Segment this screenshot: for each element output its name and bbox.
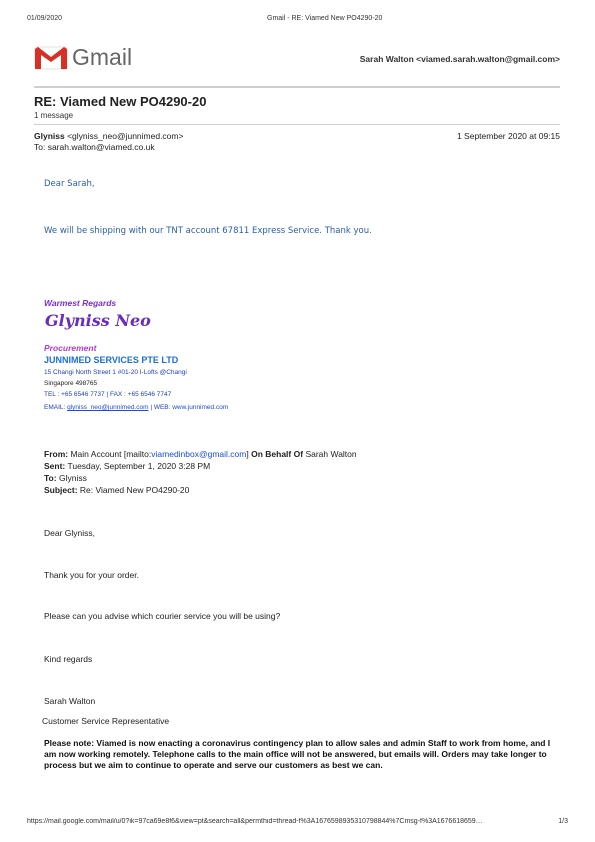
sender [34, 131, 183, 141]
quoted-subject-value: Re: Viamed New PO4290-20 [79, 485, 190, 495]
signature-email-prefix: EMAIL: [44, 404, 68, 411]
header-divider [34, 86, 560, 88]
quoted-greeting: Dear Glyniss, [44, 528, 96, 538]
quoted-question: Please can you advise which courier service you will be using? [44, 611, 281, 621]
quoted-subject-line [44, 485, 189, 495]
signature-address-line2: Singapore 498765 [44, 380, 98, 387]
quoted-sender-role: Customer Service Representative [42, 716, 170, 726]
signature-phone: TEL : +65 6546 7737 | FAX : +65 6546 7747 [44, 391, 172, 398]
page-number: 1/3 [558, 818, 568, 825]
gmail-logo [34, 44, 68, 70]
quoted-to-value: Glyniss [58, 473, 87, 483]
sender-name: Glyniss [34, 131, 65, 141]
account-email: Sarah Walton <viamed.sarah.walton@gmail.com> [359, 54, 560, 64]
quoted-from-prefix: Main Account [mailto: [70, 449, 152, 459]
quoted-sent-line [44, 461, 210, 471]
print-title: Gmail - RE: Viamed New PO4290-20 [267, 15, 383, 22]
thread-divider [34, 124, 560, 125]
reply-body: We will be shipping with our TNT account 67811 Express Service. Thank you. [44, 226, 372, 236]
signature-web-prefix: | WEB: [148, 404, 173, 411]
signature-company: JUNNIMED SERVICES PTE LTD [44, 355, 179, 365]
quoted-sender-name: Sarah Walton [44, 696, 96, 706]
quoted-notice: Please note: Viamed is now enacting a coronavirus contingency plan to allow sales and admin Staff to work from home, and I am now working remotely. Telephone calls to the main office will not be answered, but emails will. Orders may take longer to process but we aim to continue to operate and serve our customers as best we can. [44, 738, 551, 770]
quoted-kind-regards: Kind regards [44, 654, 93, 664]
quoted-behalf-name: Sarah Walton [305, 449, 357, 459]
signature-regards: Warmest Regards [44, 298, 117, 308]
quoted-to-label: To: [44, 473, 57, 483]
signature-web-link[interactable]: www.junnimed.com [172, 404, 229, 411]
reply-greeting: Dear Sarah, [44, 179, 95, 189]
quoted-behalf-label: On Behalf Of [251, 449, 304, 459]
message-count: 1 message [34, 111, 74, 120]
quoted-sent-value: Tuesday, September 1, 2020 3:28 PM [67, 461, 211, 471]
signature-contact [44, 404, 228, 411]
quoted-thanks: Thank you for your order. [44, 570, 139, 580]
quoted-to-line [44, 473, 87, 483]
quoted-from-label: From: [44, 449, 69, 459]
quoted-sent-label: Sent: [44, 461, 66, 471]
recipient: To: sarah.walton@viamed.co.uk [34, 142, 155, 152]
gmail-wordmark: Gmail [72, 44, 133, 70]
signature-address-line1: 15 Changi North Street 1 #01-20 I-Lofts @Changi [44, 369, 187, 376]
print-url: https://mail.google.com/mail/u/0?ik=97ca69e8f6&view=pt&search=all&permthid=thread-f%3A1676598935310798844%7Cmsg-f%3A1676618659… [27, 818, 483, 825]
quoted-from-email-link[interactable]: viamedinbox@gmail.com [151, 449, 247, 459]
gmail-envelope-icon [34, 44, 68, 70]
quoted-from-line [44, 449, 357, 459]
quoted-from-suffix: ] [246, 449, 249, 459]
message-timestamp: 1 September 2020 at 09:15 [456, 131, 560, 141]
sender-email: <glyniss_neo@junnimed.com> [67, 131, 184, 141]
thread-subject: RE: Viamed New PO4290-20 [34, 94, 207, 109]
quoted-subject-label: Subject: [44, 485, 78, 495]
signature-email-link[interactable]: glyniss_neo@junnimed.com [67, 404, 149, 411]
signature-department: Procurement [44, 343, 97, 353]
print-date: 01/09/2020 [27, 15, 63, 22]
signature-name: Glyniss Neo [45, 311, 151, 330]
